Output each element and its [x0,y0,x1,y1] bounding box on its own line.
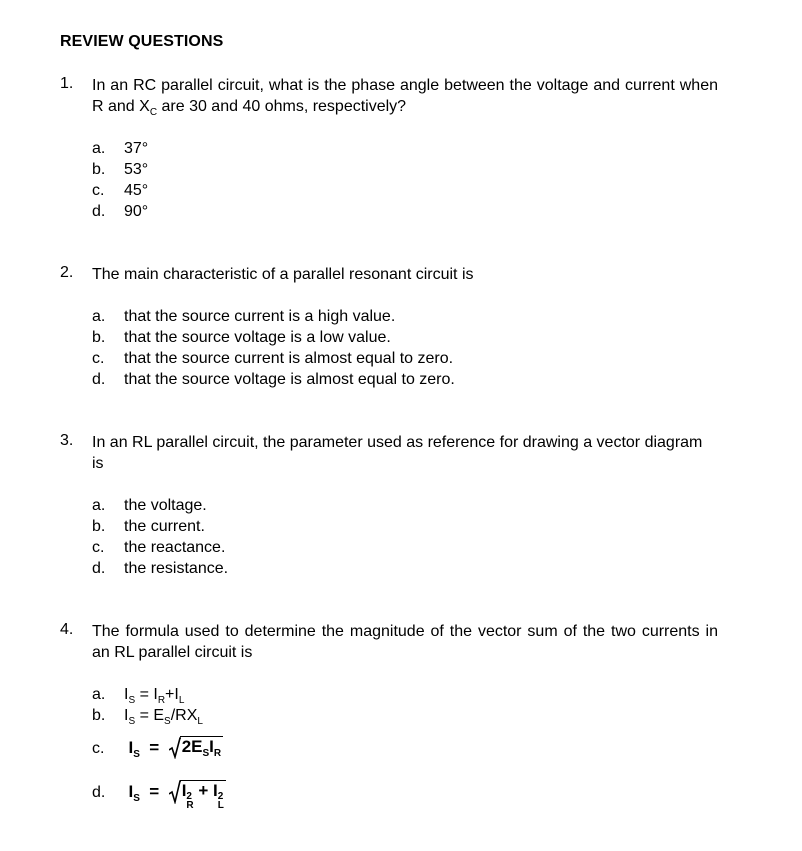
option: d. 90° [92,203,149,220]
question-number: 2. [60,264,74,281]
option-formula: a. $I_S = I_R+I_L$ [92,686,185,706]
option: d. the resistance. [92,560,229,577]
option-formula: b. $I_S = E_S/RX_L$ [92,707,203,727]
question-text: In an RL parallel circuit, the parameter used as reference for drawing a vector diagram is [92,434,703,472]
question-number: 4. [60,621,74,638]
option: a. the voltage. [92,497,207,514]
option: c. 45° [92,182,149,199]
question-text: The main characteristic of a parallel resonant circuit is [92,266,474,283]
question-text: In an RC parallel circuit, what is the phase angle between the voltage and current when R and $X_C$ are 30 and 40 ohms, respectively? [92,77,718,118]
option: b. that the source voltage is a low value. [92,329,391,346]
option: b. the current. [92,518,205,535]
option: a. 37° [92,140,149,157]
question-number: 1. [60,75,74,92]
option: b. 53° [92,161,149,178]
sqrt-icon [169,737,181,759]
option: c. that the source current is almost equal to zero. [92,350,454,367]
question-number: 3. [60,432,74,449]
page-title: REVIEW QUESTIONS [60,33,224,50]
option-formula: c. $I_S = 2E_SI_R$ [92,737,222,760]
question-text: The formula used to determine the magnitude of the vector sum of the two currents in an RL parallel circuit is [92,623,718,661]
option: d. that the source voltage is almost equal to zero. [92,371,455,388]
option: c. the reactance. [92,539,226,556]
sqrt-icon [169,780,181,804]
formula-a: $I_S = I_R+I_L$ [124,686,185,706]
formula-d: $I_S = I$ 2 R + I 2 L [128,781,224,811]
formula-c: $I_S = 2E_SI_R$ [128,737,222,760]
option: a. that the source current is a high value. [92,308,396,325]
option-formula: d. $I_S = I$ 2 R + I 2 L [92,781,224,811]
formula-b: $I_S = E_S/RX_L$ [124,707,203,727]
